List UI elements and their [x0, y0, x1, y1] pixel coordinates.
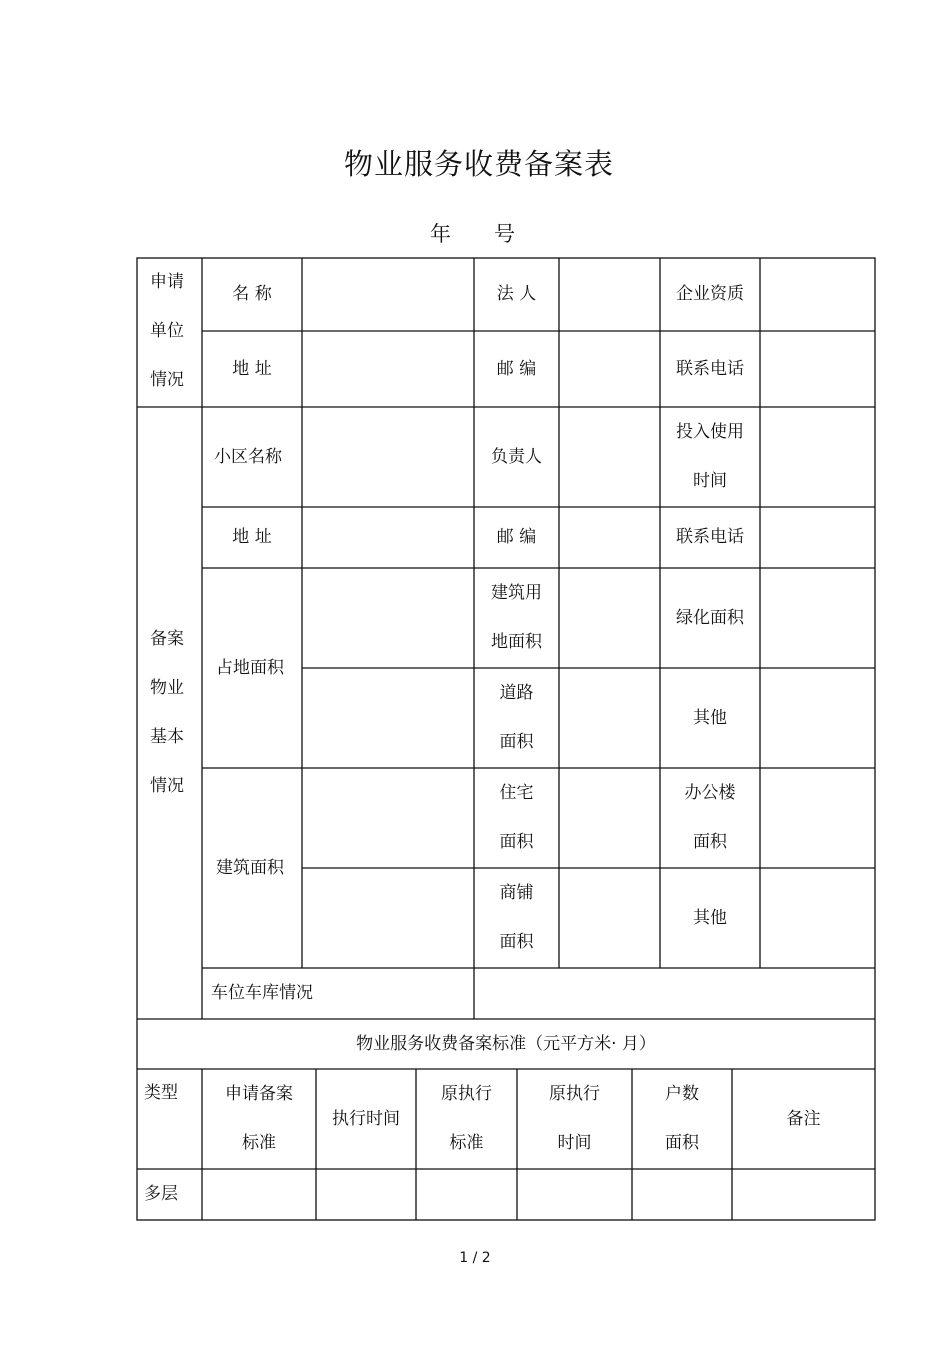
building-area-label: 建筑面积 — [216, 857, 284, 878]
residential-area-field[interactable] — [559, 768, 660, 868]
number-label: 号 — [494, 222, 515, 246]
row-multi-storey-label: 多层 — [144, 1184, 178, 1204]
applicant-address-field[interactable] — [302, 331, 474, 407]
multi-orig-standard-field[interactable] — [416, 1169, 517, 1220]
col-apply-standard-header: 申请备案 标准 — [225, 1084, 293, 1153]
building-land-area-field[interactable] — [559, 568, 660, 668]
community-name-label: 小区名称 — [214, 446, 282, 467]
other-building-field[interactable] — [760, 868, 875, 968]
name-field[interactable] — [302, 258, 474, 331]
office-area-label: 办公楼 面积 — [684, 783, 736, 852]
other-building-label: 其他 — [693, 907, 727, 928]
property-postcode-label: 邮 编 — [496, 527, 537, 547]
standards-heading: 物业服务收费备案标准（元平方米· 月） — [356, 1033, 656, 1054]
col-orig-time-header: 原执行 时间 — [549, 1084, 600, 1153]
use-time-label: 投入使用 时间 — [676, 422, 744, 491]
property-postcode-field[interactable] — [559, 507, 660, 568]
property-address-field[interactable] — [302, 507, 474, 568]
manager-field[interactable] — [559, 407, 660, 507]
building-area-field[interactable] — [302, 768, 474, 868]
land-area-field-2[interactable] — [302, 668, 474, 768]
legal-person-label: 法 人 — [496, 284, 537, 304]
property-phone-label: 联系电话 — [676, 527, 744, 547]
road-area-label: 道路 面积 — [499, 683, 534, 752]
building-land-area-label: 建筑用 地面积 — [491, 583, 542, 652]
applicant-phone-field[interactable] — [760, 331, 875, 407]
page-number: 1 / 2 — [459, 1250, 491, 1266]
applicant-phone-label: 联系电话 — [676, 358, 744, 379]
residential-area-label: 住宅 面积 — [499, 783, 534, 852]
year-label: 年 — [430, 222, 451, 246]
page-title: 物业服务收费备案表 — [343, 147, 614, 181]
qualification-label: 企业资质 — [676, 284, 744, 304]
parking-field[interactable] — [474, 968, 875, 1019]
col-exec-time-header: 执行时间 — [332, 1108, 400, 1129]
legal-person-field[interactable] — [559, 258, 660, 331]
manager-label: 负责人 — [491, 446, 542, 467]
name-label: 名 称 — [232, 284, 272, 304]
multi-exec-time-field[interactable] — [316, 1169, 416, 1220]
property-phone-field[interactable] — [760, 507, 875, 568]
col-remark-header: 备注 — [786, 1108, 821, 1129]
shop-area-field[interactable] — [559, 868, 660, 968]
applicant-address-label: 地 址 — [232, 358, 272, 379]
green-area-field[interactable] — [760, 568, 875, 668]
qualification-field[interactable] — [760, 258, 875, 331]
applicant-postcode-field[interactable] — [559, 331, 660, 407]
building-area-field-2[interactable] — [302, 868, 474, 968]
green-area-label: 绿化面积 — [676, 607, 744, 628]
other-land-field[interactable] — [760, 668, 875, 768]
col-households-header: 户数 面积 — [665, 1084, 699, 1153]
other-land-label: 其他 — [693, 707, 727, 728]
applicant-postcode-label: 邮 编 — [496, 358, 537, 379]
shop-area-label: 商铺 面积 — [499, 883, 534, 952]
parking-label: 车位车库情况 — [211, 983, 313, 1003]
multi-remark-field[interactable] — [732, 1169, 875, 1220]
community-name-field[interactable] — [302, 407, 474, 507]
multi-orig-time-field[interactable] — [517, 1169, 632, 1220]
property-group-label: 备案 物业 基本 情况 — [150, 629, 184, 796]
road-area-field[interactable] — [559, 668, 660, 768]
land-area-field[interactable] — [302, 568, 474, 668]
property-address-label: 地 址 — [232, 527, 272, 547]
multi-apply-standard-field[interactable] — [202, 1169, 316, 1220]
col-type-header: 类型 — [144, 1083, 178, 1103]
use-time-field[interactable] — [760, 407, 875, 507]
land-area-label: 占地面积 — [216, 657, 284, 678]
multi-households-field[interactable] — [632, 1169, 732, 1220]
applicant-group-label: 申请 单位 情况 — [150, 272, 184, 390]
office-area-field[interactable] — [760, 768, 875, 868]
col-orig-standard-header: 原执行 标准 — [441, 1084, 492, 1153]
